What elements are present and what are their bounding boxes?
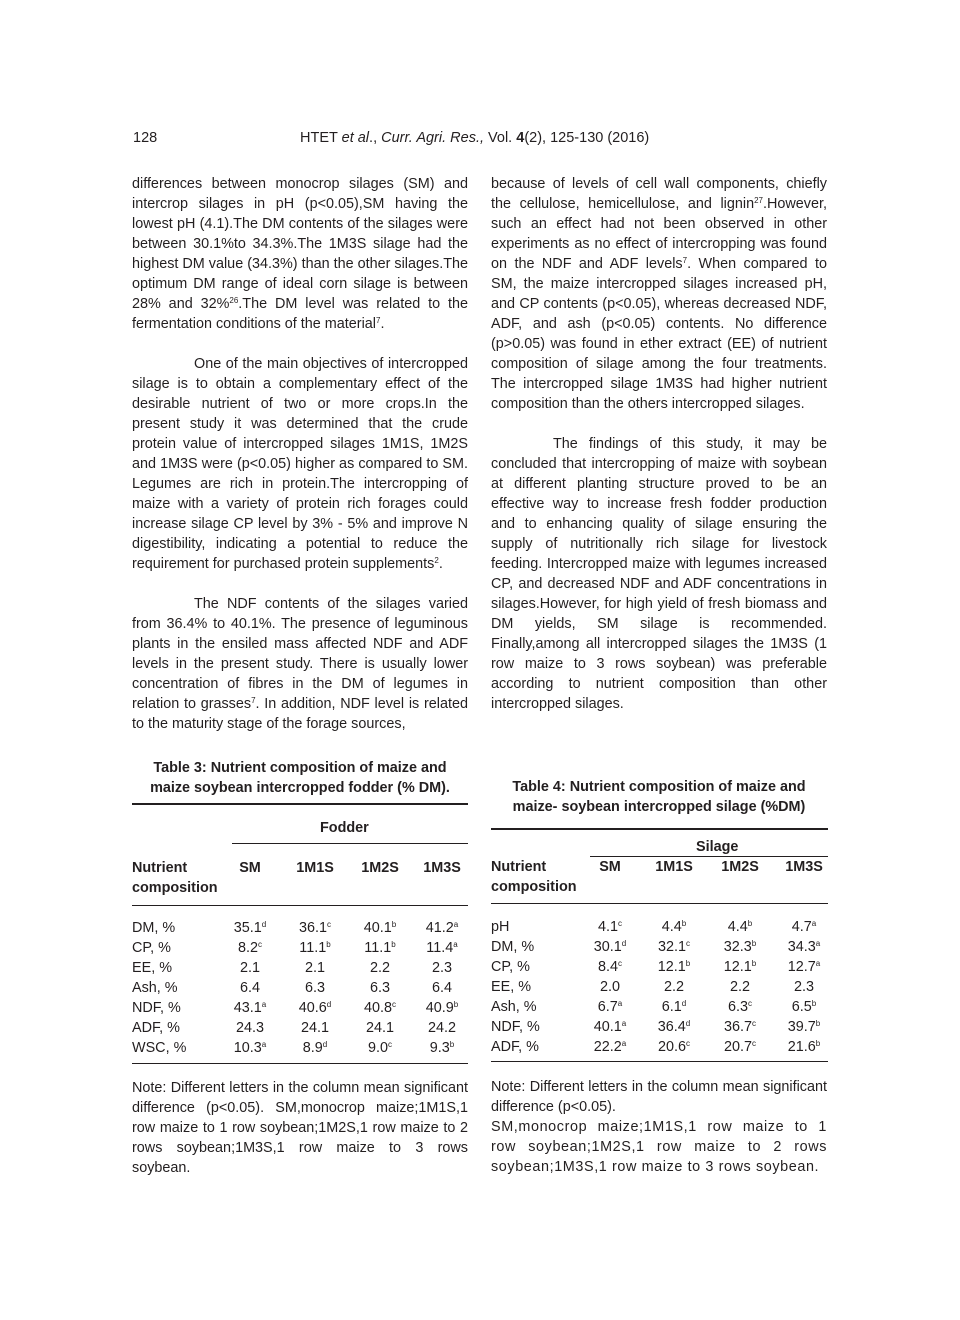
table-cell: 32.1$^c$: [657, 939, 690, 955]
right-column: [491, 174, 827, 714]
table4-col-header: 1M3S: [785, 859, 823, 875]
running-head: HTET et al., Curr. Agri. Res., Vol. 4(2), 125-130 (2016): [300, 130, 650, 146]
table-cell: 32.3$^b$: [723, 939, 757, 955]
table4-col-header: 1M1S: [655, 859, 693, 875]
table4-col-header: SM: [599, 859, 621, 875]
table-cell: 40.1$^b$: [363, 920, 397, 936]
table-cell: 6.5$^b$: [791, 999, 817, 1015]
paragraph: The findings of this study, it may be concluded that intercropping of maize with soybean at different planting structure proved to be an effective way to increase fresh fodder production and to enhancing quality of silage ensuring the supply of nutritionally rich silage for livestock feeding. Intercropped maize with legumes increased CP, and decreased NDF and ADF concentrations in silages.However, for high yield of fresh biomass and DM yields, SM silage is recommended. Finally,among all intercropped silages the 1M3S (1 row maize to 3 rows soybean) was preferable according to nutrient composition than other intercropped silages.: [491, 436, 827, 712]
table-row-label: ADF, %: [491, 1039, 539, 1055]
table4-top-rule: [491, 828, 828, 830]
table-cell: 24.1: [365, 1020, 394, 1036]
table-cell: 6.7$^a$: [597, 999, 623, 1015]
table-cell: 4.7$^a$: [791, 919, 817, 935]
table-cell: 2.2: [369, 960, 390, 976]
table-cell: 8.4$^c$: [597, 959, 622, 975]
table-cell: 2.3: [431, 960, 452, 976]
page-number: 128: [133, 130, 158, 146]
table-cell: 11.1$^b$: [299, 940, 331, 956]
table-cell: 36.7$^c$: [723, 1019, 756, 1035]
table-cell: 22.2$^a$: [593, 1039, 627, 1055]
table-cell: 6.3$^c$: [727, 999, 752, 1015]
table4-caption: Table 4: Nutrient composition of maize and maize- soybean intercropped silage (%DM): [512, 779, 806, 815]
table-row-label: EE, %: [132, 960, 172, 976]
table-cell: 24.2: [427, 1020, 456, 1036]
table-cell: 6.1$^d$: [661, 999, 687, 1015]
table3-note: Note: Different letters in the column mean significant difference (p<0.05). SM,monocrop maize;1M1S,1 row maize to 1 row soybean;1M2S,1 row maize to 2 rows soybean;1M3S,1 row maize to 3 rows soybean.: [132, 1080, 468, 1176]
table-cell: 24.3: [235, 1020, 264, 1036]
table-cell: 9.0$^c$: [367, 1040, 392, 1056]
table-cell: 21.6$^b$: [787, 1039, 821, 1055]
table-cell: 12.7$^a$: [787, 959, 821, 975]
table4-group-header: Silage: [696, 839, 739, 855]
table-row-label: Ash, %: [132, 980, 178, 996]
table-cell: 40.9$^b$: [425, 1000, 459, 1016]
table-cell: 39.7$^b$: [787, 1019, 821, 1035]
table3-col-header: 1M1S: [296, 860, 334, 876]
table3-col-header-nutrient: Nutrient composition: [132, 860, 218, 896]
table-row-label: DM, %: [132, 920, 176, 936]
table4-col-header-nutrient: Nutrient composition: [491, 859, 577, 895]
table-row-label: ADF, %: [132, 1020, 180, 1036]
table4-header-rule: [491, 903, 828, 904]
table3-col-header: SM: [239, 860, 261, 876]
table-cell: 36.1$^c$: [298, 920, 331, 936]
paragraph: because of levels of cell wall components, chiefly the cellulose, hemicellulose, and lignin$^{27}$.However, such an effect had not been observed in other experiments as no effect of intercropping was found on the NDF and ADF levels$^7$. When compared to SM, the maize intercropped silages increased pH, and CP contents (p<0.05), whereas decreased NDF, ADF, and ash (p<0.05) contents. No difference (p>0.05) was found in ether extract (EE) of nutrient composition of silage among the four treatments. The intercropped silage 1M3S had higher nutrient composition than the others intercropped silages.: [491, 176, 827, 412]
table-cell: 20.6$^c$: [657, 1039, 690, 1055]
table-row-label: WSC, %: [132, 1040, 187, 1056]
table3-group-rule: [232, 843, 468, 844]
table-cell: 34.3$^a$: [787, 939, 821, 955]
table-cell: 2.1: [304, 960, 325, 976]
table-cell: 40.8$^c$: [363, 1000, 396, 1016]
table-cell: 2.2: [663, 979, 684, 995]
table-cell: 43.1$^a$: [233, 1000, 267, 1016]
table-cell: 8.2$^c$: [237, 940, 262, 956]
paragraph: One of the main objectives of intercropped silage is to obtain a complementary effect of the desirable nutrient of two or more crops.In the present study it was determined that the crude protein value of intercropped silages 1M1S, 1M2S and 1M3S were (p<0.05) higher as compared to SM. Legumes are rich in protein.The intercropping of maize with a variety of protein rich forages could increase silage CP level by 3% - 5% and improve N digestibility, indicating a potential to reduce the requirement for purchased protein supplements$^2$.: [132, 356, 468, 572]
table-cell: 40.6$^d$: [298, 1000, 332, 1016]
table-row-label: pH: [491, 919, 510, 935]
table-cell: 35.1$^d$: [233, 920, 267, 936]
table3-top-rule: [132, 803, 468, 805]
table-cell: 12.1$^b$: [723, 959, 757, 975]
table-row-label: CP, %: [132, 940, 171, 956]
table-cell: 4.1$^c$: [597, 919, 622, 935]
left-column: [132, 174, 468, 734]
table-row-label: EE, %: [491, 979, 531, 995]
table-cell: 12.1$^b$: [657, 959, 691, 975]
table3-col-header: 1M2S: [361, 860, 399, 876]
table-cell: 9.3$^b$: [429, 1040, 455, 1056]
table-row-label: CP, %: [491, 959, 530, 975]
table-cell: 2.3: [793, 979, 814, 995]
paragraph: differences between monocrop silages (SM) and intercrop silages in pH (p<0.05),SM having the lowest pH (4.1).The DM contents of the silages were between 30.1%to 34.3%.The 1M3S silage had the highest DM value (34.3%) than the other silages.The optimum DM range of ideal corn silage is between 28% and 32%$^{26}$.The DM level was related to the fermentation conditions of the material$^7$.: [132, 176, 468, 332]
table-cell: 24.1: [300, 1020, 329, 1036]
table-row-label: NDF, %: [132, 1000, 181, 1016]
table-cell: 2.2: [729, 979, 750, 995]
table-cell: 6.4: [239, 980, 260, 996]
paragraph: The NDF contents of the silages varied from 36.4% to 40.1%. The presence of leguminous plants in the ensiled mass affected NDF and ADF levels in the present study. There is usually lower concentration of fibres in the DM of legumes in relation to grasses$^7$. In addition, NDF level is related to the maturity stage of the forage sources,: [132, 596, 468, 732]
table-cell: 40.1$^a$: [593, 1019, 627, 1035]
table-cell: 36.4$^d$: [657, 1019, 691, 1035]
table-cell: 10.3$^a$: [233, 1040, 267, 1056]
table-cell: 4.4$^b$: [661, 919, 687, 935]
table-row-label: Ash, %: [491, 999, 537, 1015]
table-cell: 11.1$^b$: [364, 940, 396, 956]
table4-bottom-rule: [491, 1061, 828, 1062]
table-cell: 30.1$^d$: [593, 939, 627, 955]
table-cell: 6.3: [304, 980, 325, 996]
table3-col-header: 1M3S: [423, 860, 461, 876]
table-cell: 8.9$^d$: [302, 1040, 328, 1056]
table-cell: 41.2$^a$: [425, 920, 459, 936]
table-cell: 11.4$^a$: [426, 940, 458, 956]
table-cell: 6.3: [369, 980, 390, 996]
table-cell: 6.4: [431, 980, 452, 996]
table3-header-rule: [132, 905, 468, 906]
table-row-label: NDF, %: [491, 1019, 540, 1035]
table4-note: Note: Different letters in the column mean significant difference (p<0.05). SM,monocrop maize;1M1S,1 row maize to 1 row soybean;1M2S,1 row maize to 2 rows soybean;1M3S,1 row maize to 3 rows soybean.: [491, 1079, 827, 1175]
table3-bottom-rule: [132, 1063, 468, 1064]
table-cell: 20.7$^c$: [723, 1039, 756, 1055]
table3-group-header: Fodder: [320, 820, 369, 836]
table-cell: 2.0: [599, 979, 620, 995]
table-row-label: DM, %: [491, 939, 535, 955]
table4-col-header: 1M2S: [721, 859, 759, 875]
table-cell: 2.1: [239, 960, 260, 976]
table3-caption: Table 3: Nutrient composition of maize and maize soybean intercropped fodder (% DM).: [150, 760, 450, 796]
table-cell: 4.4$^b$: [727, 919, 753, 935]
